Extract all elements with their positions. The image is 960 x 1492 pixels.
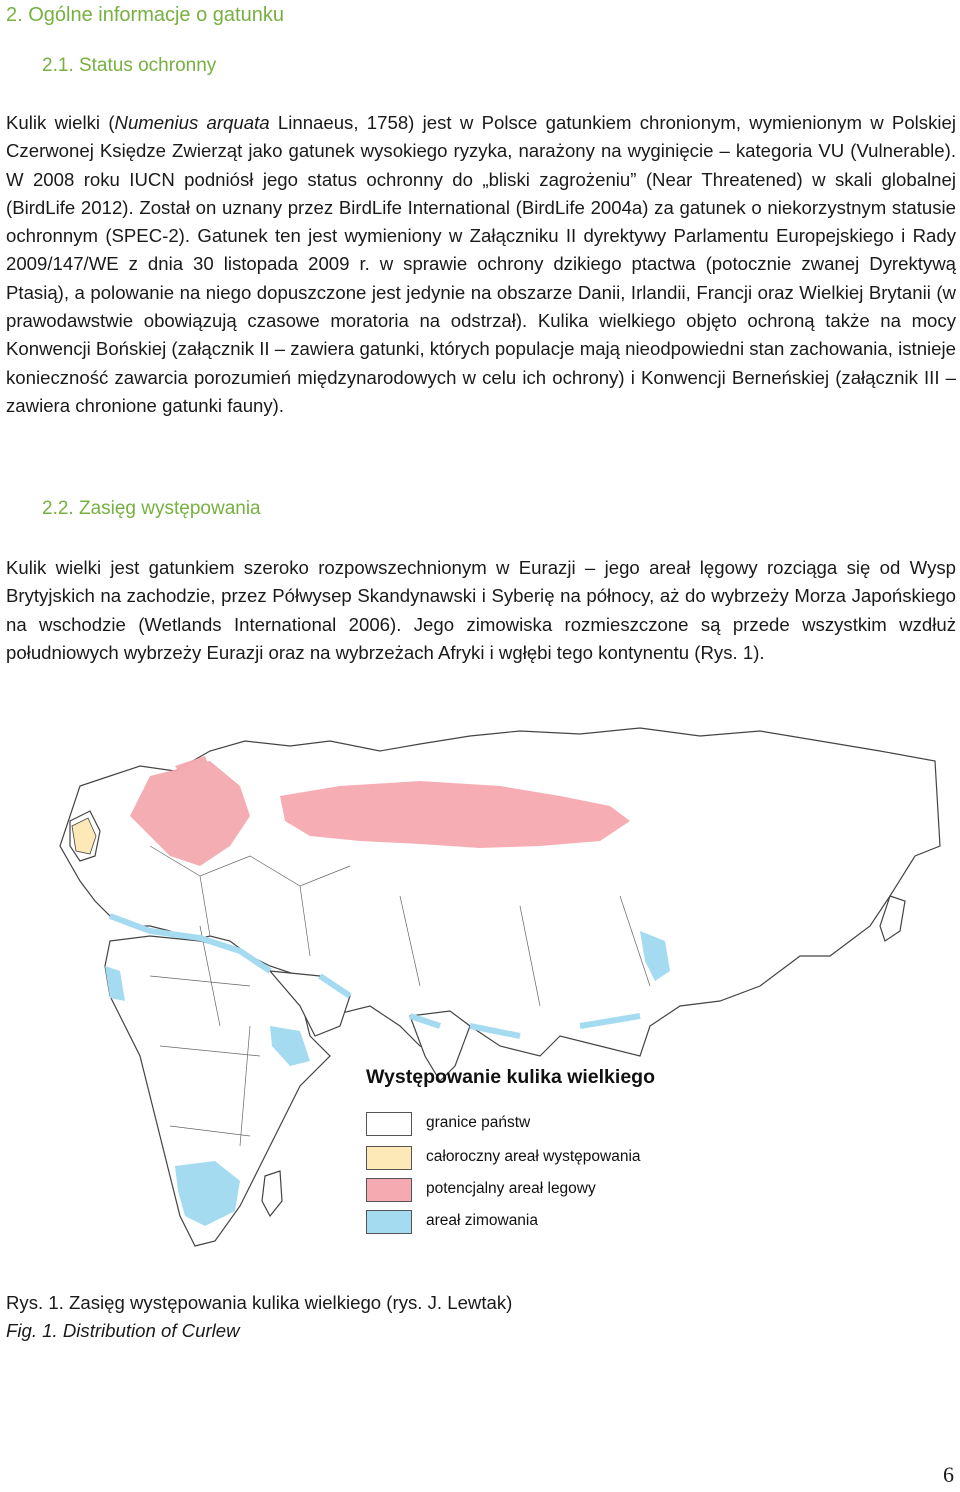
legend-swatch-wintering bbox=[366, 1210, 412, 1234]
legend-label-resident: całoroczny areał występowania bbox=[426, 1148, 641, 1165]
status-text-b: Linnaeus, 1758) jest w Polsce gatunkiem chronionym, wymienionym w Polskiej Czerwonej Księdze Zwierząt jako gatunek wysokiego ryzyka, narażony na wyginięcie – kategoria VU (Vulnerable). W 2008 roku IUCN podniósł jego status ochronny do „bliski zagrożeniu” (Near Threatened) w skali globalnej (BirdLife 2012). Został on uznany przez BirdLife International (BirdLife 2004a) za gatunek o niekorzystnym statusie ochronnym (SPEC-2). Gatunek ten jest wymieniony w Załączniku II dyrektywy Parlamentu Europejskiego i Rady 2009/147/WE z dnia 30 listopada 2009 r. w sprawie ochrony dzikiego ptactwa (potocznie zwanej Dyrektywą Ptasią), a polowanie na niego dopuszczone jest jedynie na obszarze Danii, Irlandii, Francji oraz Wielkiej Brytanii (w prawodawstwie obowiązują czasowe moratoria na odstrzał). Kulika wielkiego objęto ochroną także na mocy Konwencji Bońskiej (załącznik II – zawiera gatunki, których populacje mają nieodpowiedni stan zachowania, istnieje konieczność zawarcia porozumień międzynarodowych w celu ich ochrony) i Konwencji Berneńskiej (załącznik III – zawiera chronione gatunki fauny). bbox=[6, 112, 956, 416]
map-legend bbox=[360, 1066, 780, 1246]
legend-title: Występowanie kulika wielkiego bbox=[366, 1066, 655, 1088]
section-heading: 2. Ogólne informacje o gatunku bbox=[6, 4, 284, 26]
range-paragraph: Kulik wielki jest gatunkiem szeroko rozpowszechnionym w Eurazji – jego areał lęgowy rozciąga się od Wysp Brytyjskich na zachodzie, przez Półwysep Skandynawski i Syberię na północy, aż do wybrzeży Morza Japońskiego na wschodzie (Wetlands International 2006). Jego zimowiska rozmieszczone są przede wszystkim wzdłuż południowych wybrzeży Eurazji oraz na wybrzeżach Afryki i wgłębi tego kontynentu (Rys. 1). bbox=[6, 557, 956, 663]
legend-label-borders: granice państw bbox=[426, 1114, 531, 1131]
latin-name: Numenius arquata bbox=[114, 112, 270, 133]
page-number: 6 bbox=[943, 1462, 954, 1487]
status-text-a: Kulik wielki ( bbox=[6, 112, 115, 133]
subsection-heading-range: 2.2. Zasięg występowania bbox=[42, 498, 261, 519]
legend-swatch-resident bbox=[366, 1146, 412, 1170]
figure-caption-pl: Rys. 1. Zasięg występowania kulika wielkiego (rys. J. Lewtak) bbox=[6, 1292, 513, 1313]
legend-label-wintering: areał zimowania bbox=[426, 1212, 538, 1229]
status-paragraph bbox=[6, 109, 956, 420]
madagascar bbox=[262, 1171, 282, 1216]
legend-swatch-borders bbox=[366, 1112, 412, 1136]
legend-label-breeding: potencjalny areał legowy bbox=[426, 1180, 596, 1197]
figure-caption-en: Fig. 1. Distribution of Curlew bbox=[6, 1320, 240, 1341]
subsection-heading-status: 2.1. Status ochronny bbox=[42, 55, 217, 76]
legend-swatch-breeding bbox=[366, 1178, 412, 1202]
